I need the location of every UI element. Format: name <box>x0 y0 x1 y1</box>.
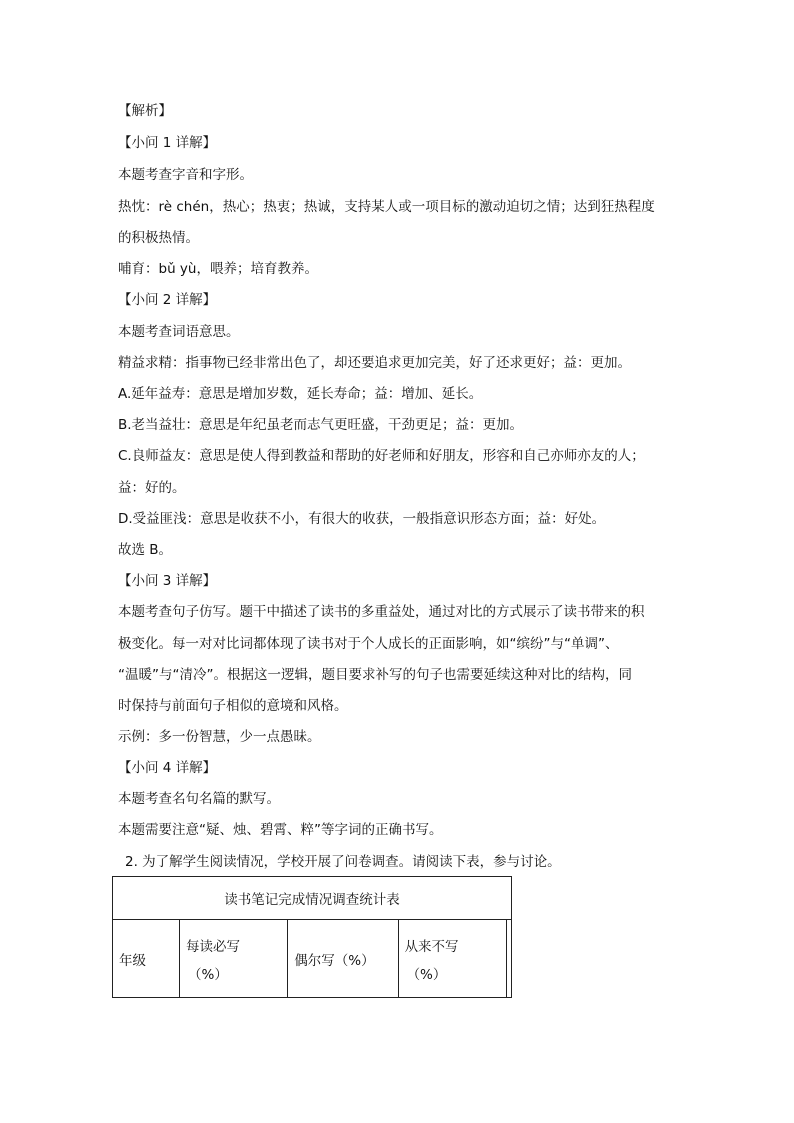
answer-line: 故选 B。 <box>118 542 173 558</box>
paragraph-line: 益：好的。 <box>118 480 186 496</box>
question-2-prompt: 2. 为了解学生阅读情况，学校开展了问卷调查。请阅读下表，参与讨论。 <box>125 854 561 870</box>
header-never <box>398 920 506 998</box>
header-sometimes: 偶尔写（%） <box>288 920 398 998</box>
paragraph-line: 本题需要注意“疑、烛、碧霄、粹”等字词的正确书写。 <box>118 822 443 838</box>
table-title: 读书笔记完成情况调查统计表 <box>113 877 512 920</box>
header-never-label: 从来不写 <box>404 938 459 955</box>
q1-heading: 【小问 1 详解】 <box>118 135 217 151</box>
q4-heading: 【小问 4 详解】 <box>118 760 217 776</box>
paragraph-line: 精益求精：指事物已经非常出色了，却还要追求更加完美，好了还求更好；益：更加。 <box>118 355 631 371</box>
paragraph-line: 极变化。每一对对比词都体现了读书对于个人成长的正面影响，如“缤纷”与“单调”、 <box>118 636 619 652</box>
option-b: B.老当益壮：意思是年纪虽老而志气更旺盛，干劲更足；益：更加。 <box>118 417 524 433</box>
option-d: D.受益匪浅：意思是收获不小，有很大的收获，一般指意识形态方面；益：好处。 <box>118 511 606 527</box>
header-always-label: 每读必写 <box>186 938 240 955</box>
option-a: A.延年益寿：意思是增加岁数，延长寿命；益：增加、延长。 <box>118 386 483 402</box>
survey-table <box>112 876 512 998</box>
analysis-heading: 【解析】 <box>118 103 172 119</box>
table-header-row <box>113 920 512 998</box>
paragraph-line: 热忱：rè chén，热心；热衷；热诚，支持某人或一项目标的激动迫切之情；达到狂热程度 <box>118 199 655 215</box>
paragraph-line: 哺育：bǔ yù，喂养；培育教养。 <box>118 261 318 277</box>
header-always <box>180 920 288 998</box>
paragraph-line: 本题考查字音和字形。 <box>118 167 253 183</box>
q2-heading: 【小问 2 详解】 <box>118 292 217 308</box>
header-grade: 年级 <box>113 920 180 998</box>
paragraph-line: 本题考查句子仿写。题干中描述了读书的多重益处，通过对比的方式展示了读书带来的积 <box>118 604 645 620</box>
header-always-unit: （%） <box>188 966 228 983</box>
header-extra <box>506 920 511 998</box>
header-never-unit: （%） <box>406 966 447 983</box>
paragraph-line: “温暖”与“清冷”。根据这一逻辑，题目要求补写的句子也需要延续这种对比的结构，同 <box>118 667 632 683</box>
paragraph-line: 本题考查名句名篇的默写。 <box>118 791 280 807</box>
paragraph-line: 的积极热情。 <box>118 230 199 246</box>
example-line: 示例：多一份智慧，少一点愚昧。 <box>118 729 321 745</box>
paragraph-line: 本题考查词语意思。 <box>118 324 240 340</box>
option-c: C.良师益友：意思是使人得到教益和帮助的好老师和好朋友，形容和自己亦师亦友的人； <box>118 448 645 464</box>
q3-heading: 【小问 3 详解】 <box>118 573 217 589</box>
paragraph-line: 时保持与前面句子相似的意境和风格。 <box>118 698 348 714</box>
